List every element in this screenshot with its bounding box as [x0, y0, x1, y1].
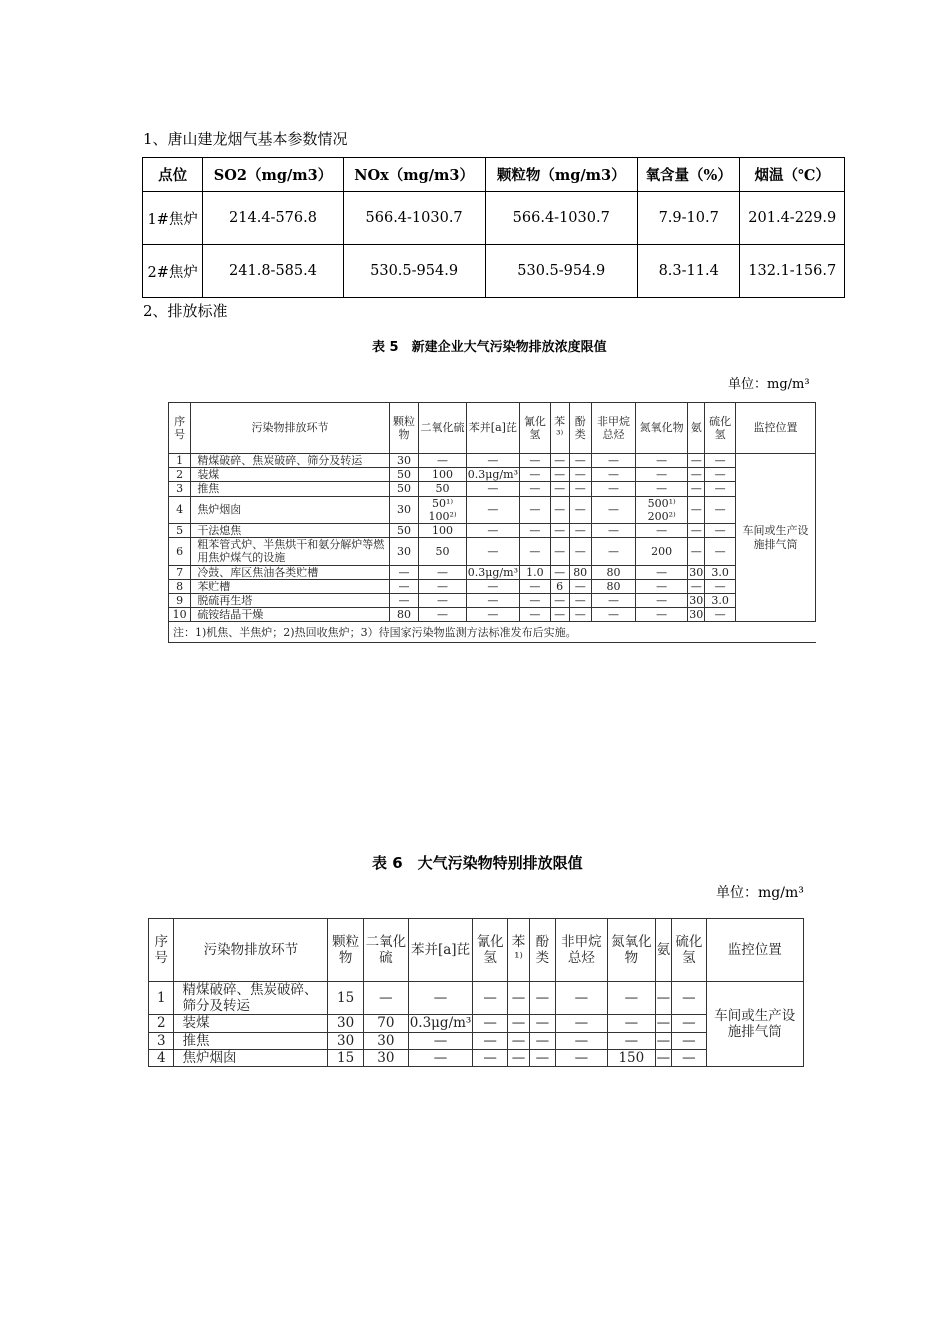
- table-row: [143, 245, 845, 298]
- table-cell: —: [507, 1032, 529, 1049]
- table-cell: 5: [169, 523, 191, 537]
- header-cell: 氮氧化物: [608, 919, 656, 982]
- table-cell: —: [507, 1049, 529, 1066]
- header-cell: 氧含量（%）: [637, 158, 740, 192]
- table-cell: —: [555, 1015, 607, 1032]
- table-row: [169, 608, 816, 622]
- table-row: [149, 1032, 804, 1049]
- table-cell: —: [550, 565, 569, 579]
- table-cell: 30: [389, 538, 419, 565]
- header-cell: 氰化氢: [519, 403, 550, 454]
- table-cell: —: [530, 982, 555, 1015]
- header-row: [149, 919, 804, 982]
- table-cell: 6: [169, 538, 191, 565]
- header-cell: 非甲烷总烃: [591, 403, 635, 454]
- table-cell: 3.0: [705, 565, 736, 579]
- header-cell: 苯¹⁾: [507, 919, 529, 982]
- table-cell: 200: [636, 538, 688, 565]
- table-cell: —: [466, 523, 519, 537]
- table-cell: —: [507, 1015, 529, 1032]
- table-row: [169, 482, 816, 496]
- table-row: [149, 1015, 804, 1032]
- table-cell: 15: [328, 982, 364, 1015]
- table-cell: —: [569, 579, 591, 593]
- table-cell: 0.3μg/m³: [467, 565, 518, 579]
- table-cell: 241.8-585.4: [203, 245, 343, 298]
- header-cell: 苯并[a]芘: [408, 919, 473, 982]
- table-cell: 3: [169, 482, 191, 496]
- table-cell: —: [636, 565, 688, 579]
- table-cell: —: [466, 454, 519, 468]
- header-cell: 硫化氢: [705, 403, 736, 454]
- table-cell: —: [550, 468, 569, 482]
- table-cell: 50: [419, 482, 466, 496]
- table-cell: —: [519, 579, 550, 593]
- table-cell: —: [419, 579, 466, 593]
- table-cell: —: [636, 608, 688, 622]
- table-cell: —: [591, 468, 635, 482]
- table-cell: 201.4-229.9: [740, 192, 845, 245]
- table-cell: 50: [389, 468, 419, 482]
- table-cell: 50: [389, 523, 419, 537]
- table-cell: —: [473, 982, 507, 1015]
- header-cell: 颗粒物: [389, 403, 419, 454]
- table-cell: —: [688, 496, 705, 523]
- table-cell: —: [419, 565, 466, 579]
- table-cell: 30: [389, 496, 419, 523]
- monitor-location-cell: 车间或生产设施排气筒: [736, 454, 816, 622]
- table-cell: 30: [364, 1032, 409, 1049]
- table-row: [143, 192, 845, 245]
- table-cell: 推焦: [191, 482, 389, 496]
- table-cell: 硫铵结晶干燥: [191, 608, 389, 622]
- table-cell: —: [688, 468, 705, 482]
- table-cell: 80: [591, 579, 635, 593]
- table-cell: —: [389, 579, 419, 593]
- table-row: [169, 496, 816, 523]
- table-cell: —: [466, 538, 519, 565]
- table-cell: —: [466, 482, 519, 496]
- table-cell: 8.3-11.4: [637, 245, 740, 298]
- table-cell: —: [519, 454, 550, 468]
- table-cell: 焦炉烟囱: [174, 1049, 328, 1066]
- table-cell: 530.5-954.9: [485, 245, 637, 298]
- table-cell: —: [507, 982, 529, 1015]
- header-cell: 硫化氢: [672, 919, 706, 982]
- header-cell: 颗粒物: [328, 919, 364, 982]
- header-cell: 污染物排放环节: [191, 403, 389, 454]
- table-cell: 1: [169, 454, 191, 468]
- header-cell: 点位: [143, 158, 203, 192]
- table-cell: 推焦: [174, 1032, 328, 1049]
- table-cell: —: [419, 593, 466, 607]
- table-cell: —: [569, 468, 591, 482]
- table-cell: —: [389, 565, 419, 579]
- table-cell: —: [466, 579, 519, 593]
- table-cell: —: [419, 608, 466, 622]
- table-cell: —: [688, 523, 705, 537]
- table-cell: —: [473, 1049, 507, 1066]
- section-2-title: 2、排放标准: [143, 302, 228, 320]
- table-cell: 装煤: [191, 468, 389, 482]
- table-cell: 132.1-156.7: [740, 245, 845, 298]
- table-cell: —: [519, 496, 550, 523]
- table-cell: —: [591, 608, 635, 622]
- table-cell: —: [705, 468, 736, 482]
- table-cell: —: [569, 482, 591, 496]
- table-cell: 8: [169, 579, 191, 593]
- table5-unit: 单位：mg/m³: [728, 377, 810, 392]
- table-cell: 566.4-1030.7: [343, 192, 485, 245]
- table6-special-limits: [148, 918, 804, 1067]
- table-cell: —: [569, 523, 591, 537]
- table-cell: —: [688, 538, 705, 565]
- table-note: 注：1)机焦、半焦炉；2)热回收焦炉；3）待国家污染物监测方法标准发布后实施。: [169, 622, 816, 643]
- table-cell: —: [636, 468, 688, 482]
- table-cell: 150: [608, 1049, 656, 1066]
- table-cell: —: [408, 1049, 473, 1066]
- table-cell: —: [550, 593, 569, 607]
- table-cell: —: [688, 579, 705, 593]
- table-cell: —: [550, 454, 569, 468]
- table-cell: 70: [364, 1015, 409, 1032]
- header-cell: 颗粒物（mg/m3）: [485, 158, 637, 192]
- table-cell: —: [672, 1049, 706, 1066]
- table-cell: —: [550, 482, 569, 496]
- table-cell: —: [569, 538, 591, 565]
- table-cell: 4: [169, 496, 191, 523]
- table-cell: —: [530, 1015, 555, 1032]
- table-cell: —: [408, 982, 473, 1015]
- table-cell: 30: [689, 608, 704, 622]
- table-cell: —: [591, 538, 635, 565]
- table-cell: 30: [328, 1015, 364, 1032]
- header-cell: 污染物排放环节: [174, 919, 328, 982]
- table-cell: 7: [169, 565, 191, 579]
- table-cell: —: [519, 523, 550, 537]
- table-cell: 2: [149, 1015, 174, 1032]
- table-cell: 1: [149, 982, 174, 1015]
- table-cell: —: [656, 1032, 671, 1049]
- header-cell: SO2（mg/m3）: [203, 158, 343, 192]
- table-cell: —: [550, 496, 569, 523]
- table-cell: —: [705, 482, 736, 496]
- table-cell: —: [591, 523, 635, 537]
- table-cell: 566.4-1030.7: [485, 192, 637, 245]
- table-cell: 2: [169, 468, 191, 482]
- table-cell: —: [466, 593, 519, 607]
- note-row: [169, 622, 816, 643]
- table-cell: —: [656, 1015, 671, 1032]
- table-cell: 100: [419, 523, 466, 537]
- table-row: [169, 454, 816, 468]
- header-cell: 酚类: [569, 403, 591, 454]
- table-row: [149, 1049, 804, 1066]
- table-cell: —: [591, 482, 635, 496]
- table-row: [169, 579, 816, 593]
- table-cell: —: [705, 496, 736, 523]
- table-cell: 100: [419, 468, 466, 482]
- table-cell: —: [608, 1032, 656, 1049]
- table-cell: —: [688, 454, 705, 468]
- table-cell: —: [569, 454, 591, 468]
- table-row: [169, 538, 816, 565]
- table-cell: —: [688, 482, 705, 496]
- table-cell: 精煤破碎、焦炭破碎、筛分及转运: [174, 982, 328, 1015]
- table-cell: —: [519, 482, 550, 496]
- table-cell: —: [419, 454, 466, 468]
- table-cell: —: [519, 538, 550, 565]
- table-cell: —: [364, 982, 409, 1015]
- table-cell: —: [466, 496, 519, 523]
- table-cell: —: [705, 454, 736, 468]
- table-cell: 10: [169, 608, 191, 622]
- table-cell: 530.5-954.9: [343, 245, 485, 298]
- table-cell: 2#焦炉: [143, 245, 203, 298]
- table-cell: 50: [419, 538, 466, 565]
- table-cell: —: [519, 468, 550, 482]
- table-cell: 干法熄焦: [191, 523, 389, 537]
- table-cell: —: [555, 982, 607, 1015]
- header-cell: 氨: [688, 403, 705, 454]
- header-cell: 二氧化硫: [364, 919, 409, 982]
- table-cell: —: [550, 538, 569, 565]
- monitor-location-cell: 车间或生产设施排气筒: [706, 982, 803, 1067]
- table-cell: —: [591, 454, 635, 468]
- table-cell: —: [636, 593, 688, 607]
- header-cell: 酚类: [530, 919, 555, 982]
- flue-gas-table: [142, 157, 845, 298]
- header-cell: 序号: [169, 403, 191, 454]
- table-cell: —: [608, 982, 656, 1015]
- header-cell: 苯并[a]芘: [466, 403, 519, 454]
- table-cell: 80: [569, 565, 591, 579]
- table6-caption: 表 6 大气污染物特别排放限值: [372, 854, 583, 872]
- header-cell: 二氧化硫: [419, 403, 466, 454]
- table-cell: —: [555, 1032, 607, 1049]
- header-cell: 苯³⁾: [550, 403, 569, 454]
- table-cell: —: [530, 1049, 555, 1066]
- table-cell: —: [408, 1032, 473, 1049]
- table-row: [149, 982, 804, 1015]
- table-cell: 30: [689, 565, 704, 579]
- table-cell: 80: [591, 565, 635, 579]
- table-cell: —: [655, 982, 672, 1015]
- table-cell: 6: [550, 579, 569, 593]
- table-cell: 30: [328, 1032, 364, 1049]
- table-cell: 焦炉烟囱: [191, 496, 389, 523]
- table-cell: 脱硫再生塔: [191, 593, 389, 607]
- table-cell: 冷鼓、库区焦油各类贮槽: [191, 565, 389, 579]
- table-cell: 1#焦炉: [143, 192, 203, 245]
- header-cell: NOx（mg/m3）: [343, 158, 485, 192]
- table-cell: —: [636, 523, 688, 537]
- table-cell: —: [389, 593, 419, 607]
- header-cell: 烟温（℃）: [740, 158, 845, 192]
- table-cell: —: [705, 579, 736, 593]
- table-cell: —: [473, 1032, 507, 1049]
- table-cell: —: [656, 1049, 671, 1066]
- header-cell: 非甲烷总烃: [555, 919, 607, 982]
- table-cell: —: [519, 593, 550, 607]
- table5-caption: 表 5 新建企业大气污染物排放浓度限值: [372, 340, 607, 355]
- table-cell: —: [705, 523, 736, 537]
- table-cell: —: [591, 496, 635, 523]
- table-cell: —: [530, 1032, 555, 1049]
- table-cell: 50¹⁾ 100²⁾: [419, 496, 466, 523]
- table6-unit: 单位：mg/m³: [716, 885, 804, 901]
- header-cell: 监控位置: [736, 403, 816, 454]
- table-cell: —: [636, 579, 688, 593]
- table-cell: —: [705, 538, 736, 565]
- table-row: [169, 523, 816, 537]
- table-cell: 3.0: [705, 593, 736, 607]
- table-cell: —: [473, 1015, 507, 1032]
- header-row: [169, 403, 816, 454]
- table-cell: —: [550, 608, 569, 622]
- table-cell: 0.3μg/m³: [467, 468, 518, 482]
- table-cell: —: [555, 1049, 607, 1066]
- table-row: [169, 468, 816, 482]
- header-cell: 氮氧化物: [636, 403, 688, 454]
- table-cell: 30: [364, 1049, 409, 1066]
- table-cell: —: [608, 1015, 656, 1032]
- table-cell: —: [672, 1015, 706, 1032]
- table-cell: 80: [389, 608, 419, 622]
- table-cell: 苯贮槽: [191, 579, 389, 593]
- table-row: [169, 593, 816, 607]
- header-cell: 监控位置: [706, 919, 803, 982]
- table-cell: 1.0: [519, 565, 550, 579]
- table-cell: 3: [149, 1032, 174, 1049]
- table-cell: —: [569, 496, 591, 523]
- header-cell: 序号: [149, 919, 174, 982]
- table-cell: 30: [389, 454, 419, 468]
- table-row: [169, 565, 816, 579]
- table-cell: 粗苯管式炉、半焦烘干和氨分解炉等燃用焦炉煤气的设施: [191, 538, 389, 565]
- table-cell: —: [569, 608, 591, 622]
- table-cell: 装煤: [174, 1015, 328, 1032]
- table-cell: 15: [328, 1049, 364, 1066]
- table-cell: —: [636, 482, 688, 496]
- table-cell: —: [550, 523, 569, 537]
- table-cell: —: [591, 593, 635, 607]
- table-cell: —: [672, 1032, 706, 1049]
- table-cell: 4: [149, 1049, 174, 1066]
- table5-emission-limits: [168, 402, 816, 643]
- table-cell: —: [636, 454, 688, 468]
- table-cell: 7.9-10.7: [637, 192, 740, 245]
- table-cell: 30: [689, 593, 704, 607]
- table-cell: —: [569, 593, 591, 607]
- table-cell: 精煤破碎、焦炭破碎、筛分及转运: [191, 454, 389, 468]
- table-cell: 9: [169, 593, 191, 607]
- table-cell: 0.3μg/m³: [409, 1015, 472, 1032]
- table-cell: 500¹⁾ 200²⁾: [636, 496, 688, 523]
- table-cell: —: [519, 608, 550, 622]
- table-cell: 50: [389, 482, 419, 496]
- table-cell: —: [672, 982, 706, 1015]
- section-1-title: 1、唐山建龙烟气基本参数情况: [143, 130, 348, 148]
- table-cell: —: [705, 608, 736, 622]
- table-cell: —: [466, 608, 519, 622]
- header-cell: 氨: [655, 919, 672, 982]
- header-cell: 氰化氢: [473, 919, 507, 982]
- table-cell: 214.4-576.8: [203, 192, 343, 245]
